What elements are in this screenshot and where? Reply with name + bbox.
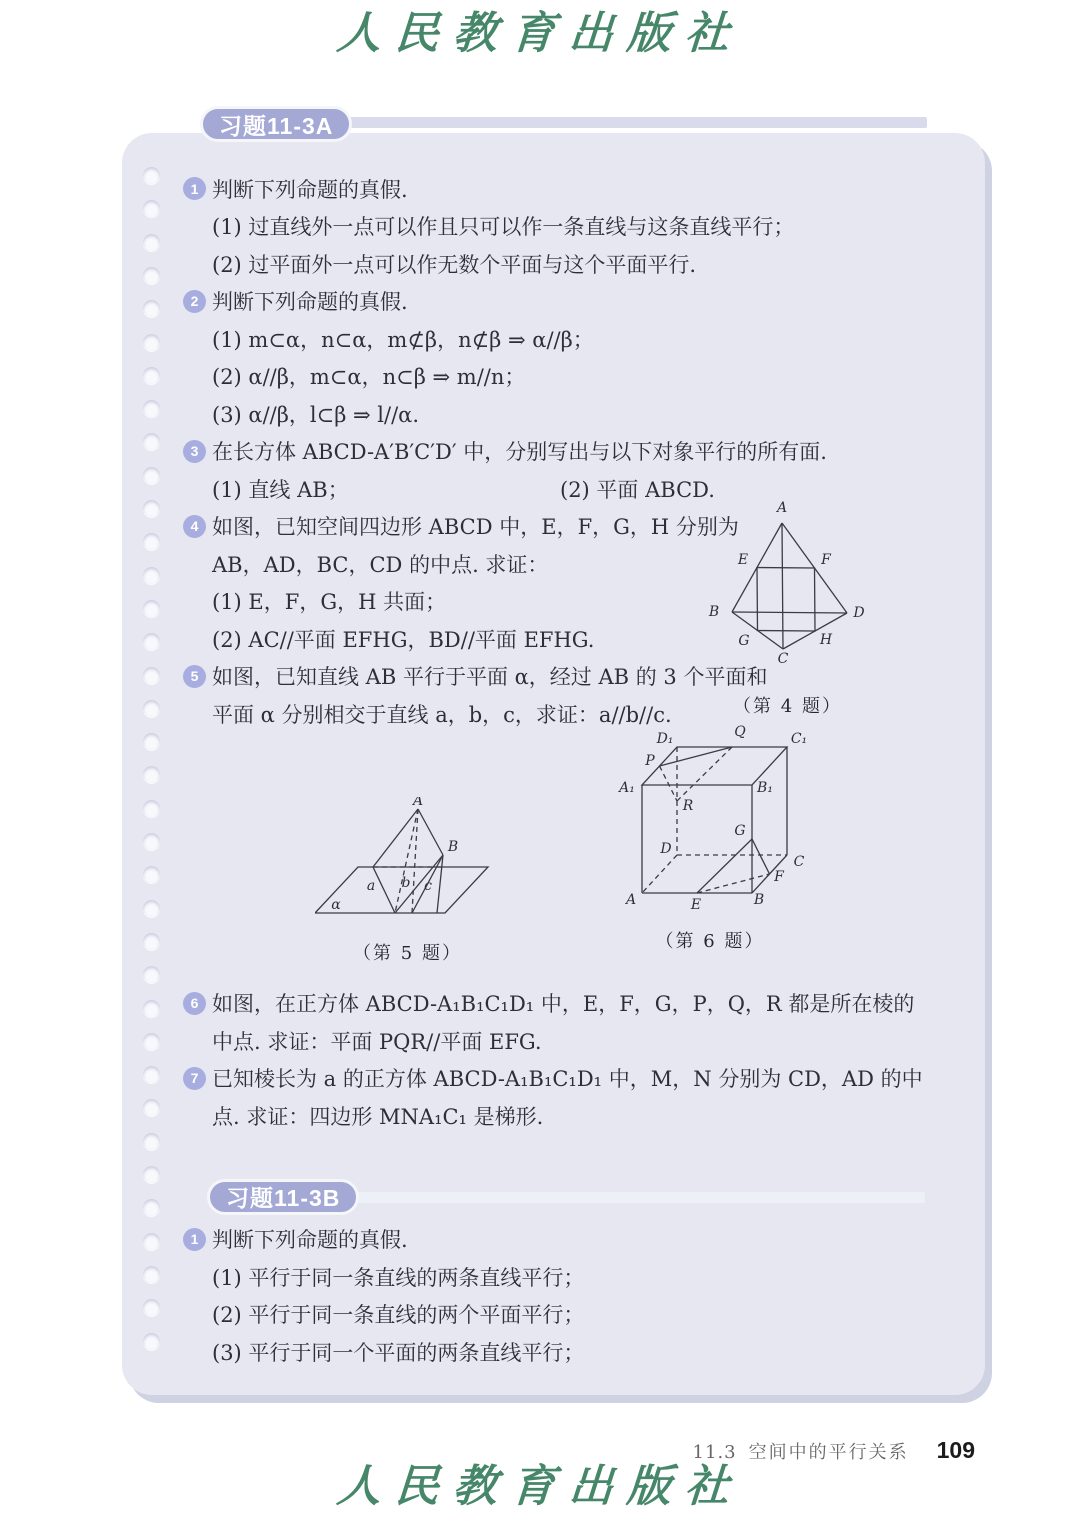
problem-line	[212, 320, 967, 358]
problem-number-badge: 2	[183, 290, 206, 313]
figure-label: B	[753, 891, 765, 908]
problem-number-badge: 3	[183, 440, 206, 463]
figure-label: G	[738, 633, 750, 649]
figure-label: D	[660, 840, 672, 857]
figure-label: A	[776, 500, 788, 516]
problem-text: 如图，已知空间四边形 ABCD 中，E，F，G，H 分别为	[212, 515, 739, 540]
problem-number-badge: 4	[183, 515, 206, 538]
figure-label: D	[853, 605, 865, 621]
problem-line	[190, 170, 967, 208]
problem-text: 判断下列命题的真假.	[212, 177, 408, 202]
problem-text: (1) 过直线外一点可以作且只可以作一条直线与这条直线平行；	[212, 215, 795, 240]
figure-label: E	[690, 896, 702, 913]
problem-text: 在长方体 ABCD-A′B′C′D′ 中，分别写出与以下对象平行的所有面.	[212, 440, 827, 465]
problem-text: 判断下列命题的真假.	[212, 290, 408, 315]
section-b-problems	[190, 1221, 967, 1371]
problem-text: (2) AC//平面 EFHG，BD//平面 EFHG.	[212, 627, 595, 652]
problem-text: (1) 平行于同一条直线的两条直线平行；	[212, 1265, 585, 1290]
figure-4-drawing	[700, 495, 875, 680]
problem-line	[190, 1060, 967, 1098]
figure-label: α	[331, 896, 341, 913]
problem-text: (2) 平行于同一条直线的两个平面平行；	[212, 1303, 585, 1328]
figure-label: R	[682, 797, 694, 814]
figure-label: c	[424, 877, 432, 894]
page-footer	[693, 1437, 975, 1464]
figure-label: b	[401, 874, 411, 891]
problem-line	[212, 1296, 967, 1334]
figure-5-caption: （第 5 题）	[353, 942, 462, 964]
section-a-bar	[335, 117, 927, 128]
figure-6-drawing	[610, 715, 810, 915]
figure-label: P	[645, 752, 655, 769]
publisher-logo-bottom: 人民教育出版社	[335, 1461, 745, 1512]
figure-4-caption: （第 4 题）	[733, 696, 842, 717]
figure-5-drawing	[315, 797, 500, 927]
figure-label: A	[412, 796, 424, 809]
publisher-logo-top: 人民教育出版社	[335, 8, 745, 59]
problem-text: AB，AD，BC，CD 的中点. 求证：	[212, 552, 549, 577]
footer-chapter-number: 11.3	[692, 1442, 737, 1463]
problem-line	[212, 208, 967, 246]
footer-chapter-title: 空间中的平行关系	[748, 1442, 909, 1463]
problem-line	[212, 1258, 967, 1296]
problem-text: 已知棱长为 a 的正方体 ABCD-A₁B₁C₁D₁ 中，M，N 分别为 CD，AD 的中	[212, 1067, 923, 1092]
problem-line	[190, 1221, 967, 1259]
problem-text: 点. 求证：四边形 MNA₁C₁ 是梯形.	[212, 1104, 544, 1129]
panel-content	[122, 133, 985, 1371]
figure-label: B	[708, 604, 720, 620]
figure-label: G	[734, 822, 746, 839]
section-b-header	[207, 1179, 967, 1215]
problem-text: (2) α//β，m⊂α，n⊂β ⇒ m//n；	[212, 365, 526, 390]
problem-line	[212, 245, 967, 283]
figure-label: Q	[734, 723, 746, 740]
figure-label: C	[793, 853, 805, 870]
exercise-panel	[122, 133, 985, 1395]
problem-text: 判断下列命题的真假.	[212, 1228, 408, 1253]
figure-label: E	[737, 552, 749, 568]
problem-text: (1) E，F，G，H 共面；	[212, 590, 447, 615]
section-a-problems-bottom	[190, 985, 967, 1135]
figure-6-caption: （第 6 题）	[655, 930, 765, 952]
figure-problem-4	[700, 495, 875, 718]
problem-text: (2) 过平面外一点可以作无数个平面与这个平面平行.	[212, 252, 697, 277]
problem-text: 如图，已知直线 AB 平行于平面 α，经过 AB 的 3 个平面和	[212, 665, 768, 690]
problem-text: (3) α//β，l⊂β ⇒ l//α.	[212, 402, 420, 427]
footer-page-number: 109	[936, 1437, 975, 1463]
problem-text: (1) m⊂α，n⊂α，m⊄β，n⊄β ⇒ α//β；	[212, 327, 594, 352]
problem-line	[212, 1097, 967, 1135]
problem-text: 如图，在正方体 ABCD-A₁B₁C₁D₁ 中，E，F，G，P，Q，R 都是所在棱的	[212, 992, 915, 1017]
problem-line	[212, 1333, 967, 1371]
problem-line	[190, 985, 967, 1023]
problem-number-badge: 5	[183, 665, 206, 688]
figure-row	[212, 723, 967, 964]
figure-label: C₁	[790, 730, 808, 747]
problem-number-badge: 7	[183, 1067, 206, 1090]
problem-line	[212, 395, 967, 433]
figure-label: a	[366, 877, 376, 894]
figure-label: A₁	[619, 779, 635, 796]
figure-label: H	[819, 632, 833, 648]
problem-text: (2) 平面 ABCD.	[560, 477, 715, 502]
figure-label: A	[625, 891, 637, 908]
figure-label: D₁	[656, 730, 674, 747]
problem-number-badge: 1	[183, 177, 206, 200]
figure-label: F	[774, 868, 784, 885]
problem-line	[190, 283, 967, 321]
problem-text: (1) 直线 AB；	[212, 477, 349, 502]
figure-label: B	[447, 838, 459, 855]
section-b-badge: 习题11-3B	[207, 1179, 359, 1215]
figure-problem-6	[610, 715, 810, 953]
problem-line	[212, 1022, 967, 1060]
problem-number-badge: 6	[183, 992, 206, 1015]
problem-number-badge: 1	[183, 1228, 206, 1251]
figure-label: B₁	[757, 779, 773, 796]
problem-text: (3) 平行于同一个平面的两条直线平行；	[212, 1340, 585, 1365]
problem-text: 中点. 求证：平面 PQR//平面 EFG.	[212, 1029, 542, 1054]
section-b-bar	[340, 1192, 925, 1203]
section-a-badge: 习题11-3A	[200, 106, 352, 142]
problem-text: 平面 α 分别相交于直线 a，b，c，求证：a//b//c.	[212, 702, 672, 727]
figure-label: C	[777, 651, 789, 667]
problem-line	[212, 358, 967, 396]
figure-problem-5	[315, 797, 500, 965]
problem-line	[190, 433, 967, 471]
figure-label: F	[821, 552, 831, 568]
